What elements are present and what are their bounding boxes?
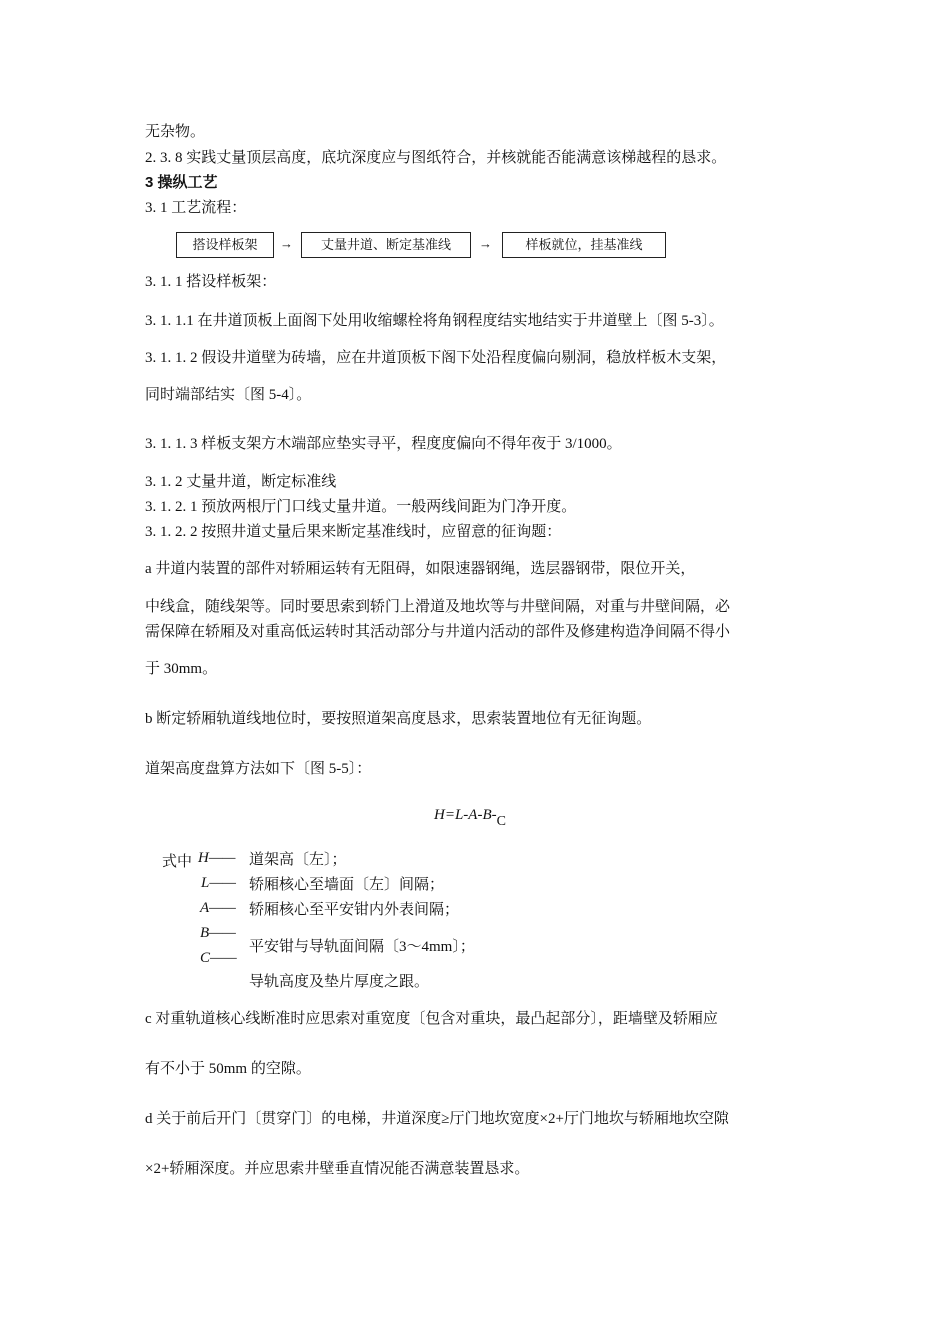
text-line: 3. 1. 1 搭设样板架： xyxy=(145,274,277,290)
formula-var: B—— xyxy=(200,925,236,941)
text-line: a 井道内装置的部件对轿厢运转有无阻碍，如限速器钢绳，选层器钢带，限位开关， xyxy=(145,561,696,577)
formula-sub: C xyxy=(496,814,506,829)
formula-var: L—— xyxy=(201,875,237,891)
flow-arrow-icon: → xyxy=(280,236,293,251)
text-line: b 断定轿厢轨道线地位时，要按照道架高度恳求，思索装置地位有无征询题。 xyxy=(145,711,652,727)
text-line: 无杂物。 xyxy=(145,124,206,140)
formula-var: A—— xyxy=(200,900,236,916)
flow-step-3: 样板就位，挂基准线 xyxy=(502,232,666,258)
formula-def: 道架高〔左〕； xyxy=(249,852,347,868)
text-line: 3. 1. 1.1 在井道顶板上面阁下处用收缩螺栓将角钢程度结实地结实于井道壁上〔图 5-3〕。 xyxy=(145,313,724,329)
formula-def: 导轨高度及垫片厚度之跟。 xyxy=(249,974,430,990)
flow-step-2: 丈量井道、断定基准线 xyxy=(301,232,471,258)
text-line: c 对重轨道核心线断准时应思索对重宽度〔包含对重块，最凸起部分〕，距墙壁及轿厢应 xyxy=(145,1011,718,1027)
text-line: 需保障在轿厢及对重高低运转时其活动部分与井道内活动的部件及修建构造净间隔不得小 xyxy=(145,624,731,640)
formula-def: 平安钳与导轨面间隔〔3～4mm〕； xyxy=(249,939,475,955)
formula-def: 轿厢核心至平安钳内外表间隔； xyxy=(249,902,460,918)
text-line: 3. 1. 1. 2 假设井道壁为砖墙，应在井道顶板下阁下处沿程度偏向剔洞，稳放样板木支架， xyxy=(145,350,727,366)
text-line: d 关于前后开门〔贯穿门〕的电梯，井道深度≥厅门地坎宽度×2+厅门地坎与轿厢地坎空隙 xyxy=(145,1111,729,1127)
formula-main: H=L-A-B- xyxy=(434,807,497,823)
text-line: 于 30mm。 xyxy=(145,661,218,677)
flow-step-1: 搭设样板架 xyxy=(176,232,274,258)
text-line: 3. 1 工艺流程： xyxy=(145,200,247,216)
text-line: 2. 3. 8 实践丈量顶层高度，底坑深度应与图纸符合，并核就能否能满意该梯越程的恳求。 xyxy=(145,150,727,166)
text-line: 中线盒，随线架等。同时要思索到轿门上滑道及地坎等与井壁间隔，对重与井壁间隔，必 xyxy=(145,599,731,615)
text-line: 3. 1. 2. 1 预放两根厅门口线丈量井道。一般两线间距为门净开度。 xyxy=(145,499,577,515)
formula-def: 轿厢核心至墙面〔左〕间隔； xyxy=(249,877,445,893)
text-line: 同时端部结实〔图 5-4〕。 xyxy=(145,387,312,403)
formula xyxy=(434,807,506,830)
text-line: 3. 1. 1. 3 样板支架方木端部应垫实寻平，程度度偏向不得年夜于 3/1000。 xyxy=(145,436,622,452)
section-heading: 3 操纵工艺 xyxy=(145,174,218,191)
text-line: ×2+轿厢深度。并应思索井壁垂直情况能否满意装置恳求。 xyxy=(145,1161,530,1177)
formula-var: C—— xyxy=(200,950,237,966)
text-line: 3. 1. 2 丈量井道，断定标准线 xyxy=(145,474,337,490)
formula-var: H—— xyxy=(198,850,236,866)
text-line: 道架高度盘算方法如下〔图 5-5〕： xyxy=(145,761,372,777)
text-line: 有不小于 50mm 的空隙。 xyxy=(145,1061,311,1077)
flow-arrow-icon: → xyxy=(479,236,492,251)
formula-prefix: 式中 xyxy=(162,854,193,870)
text-line: 3. 1. 2. 2 按照井道丈量后果来断定基准线时，应留意的征询题： xyxy=(145,524,562,540)
